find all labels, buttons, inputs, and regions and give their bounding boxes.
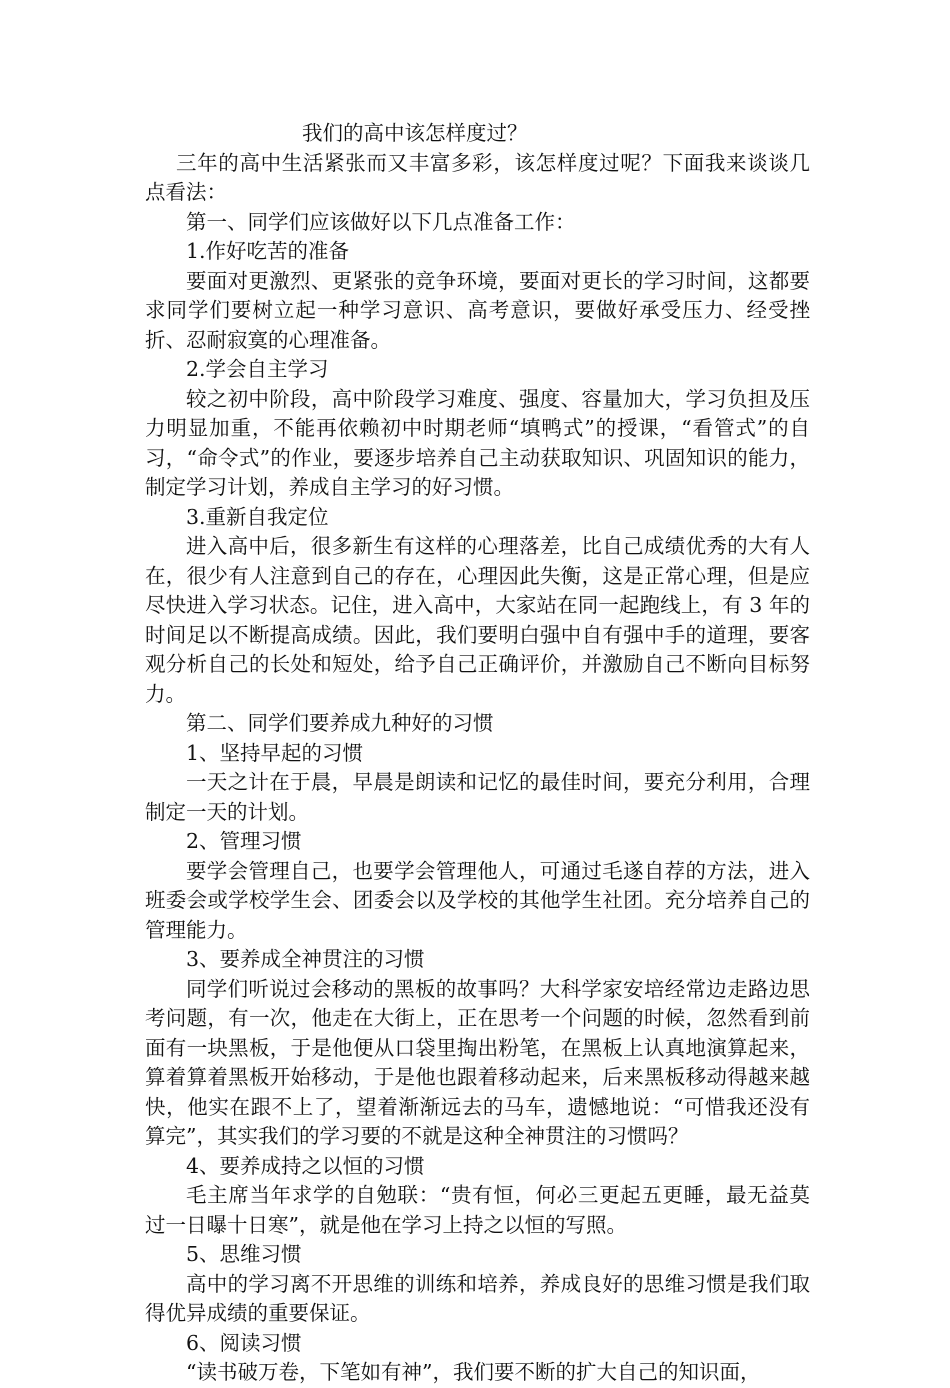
intro-paragraph: 三年的高中生活紧张而又丰富多彩，该怎样度过呢？下面我来谈谈几点看法： (145, 150, 810, 204)
paragraph-management: 要学会管理自己，也要学会管理他人，可通过毛遂自荐的方法，进入班委会或学校学生会、团委会以及学校的其他学生社团。充分培养自己的管理能力。 (145, 858, 810, 942)
subheading-thinking: 5、思维习惯 (186, 1242, 302, 1266)
page-title: 我们的高中该怎样度过？ (302, 121, 528, 145)
document-body (145, 119, 810, 1388)
subheading-perseverance: 4、要养成持之以恒的习惯 (186, 1153, 425, 1178)
subheading-management: 2、管理习惯 (186, 829, 302, 853)
section-heading-preparation: 第一、同学们应该做好以下几点准备工作： (186, 209, 576, 234)
paragraph-thinking: 高中的学习离不开思维的训练和培养，养成良好的思维习惯是我们取得优异成绩的重要保证。 (145, 1271, 810, 1325)
subheading-concentration: 3、要养成全神贯注的习惯 (186, 947, 425, 971)
subheading-repositioning: 3.重新自我定位 (186, 504, 329, 529)
paragraph-reading: “读书破万卷，下笔如有神”，我们要不断的扩大自己的知识面， (186, 1360, 761, 1384)
paragraph-concentration: 同学们听说过会移动的黑板的故事吗？大科学家安培经常边走路边思考问题，有一次，他走在大街上，正在思考一个问题的时候，忽然看到前面有一块黑板，于是他便从口袋里掏出粉笔，在黑板上认真地演算起来，算着算着黑板开始移动，于是他也跟着移动起来，后来黑板移动得越来越快，他实在跟不上了，望着渐渐远去的马车，遗憾地说：“可惜我还没有算完”，其实我们的学习要的不就是这种全神贯注的习惯吗？ (145, 976, 810, 1148)
subheading-hardship: 1.作好吃苦的准备 (186, 239, 350, 263)
section-heading-habits: 第二、同学们要养成九种好的习惯 (186, 711, 494, 735)
paragraph-self-study: 较之初中阶段，高中阶段学习难度、强度、容量加大，学习负担及压力明显加重，不能再依赖初中时期老师“填鸭式”的授课，“看管式”的自习，“命令式”的作业，要逐步培养自己主动获取知识、巩固知识的能力，制定学习计划，养成自主学习的好习惯。 (145, 386, 810, 499)
subheading-reading: 6、阅读习惯 (186, 1330, 302, 1355)
subheading-self-study: 2.学会自主学习 (186, 357, 329, 381)
paragraph-repositioning: 进入高中后，很多新生有这样的心理落差，比自己成绩优秀的大有人在，很少有人注意到自己的存在，心理因此失衡，这是正常心理，但是应尽快进入学习状态。记住，进入高中，大家站在同一起跑线上，有 3 年的时间足以不断提高成绩。因此，我们要明白强中自有强中手的道理，要客观分析自己的长处和短处，给予自己正确评价，并激励自己不断向目标努力。 (145, 534, 810, 706)
paragraph-early-rising: 一天之计在于晨，早晨是朗读和记忆的最佳时间，要充分利用，合理制定一天的计划。 (145, 770, 810, 824)
paragraph-perseverance: 毛主席当年求学的自勉联：“贵有恒，何必三更起五更睡，最无益莫过一日曝十日寒”，就是他在学习上持之以恒的写照。 (145, 1183, 810, 1237)
subheading-early-rising: 1、坚持早起的习惯 (186, 740, 364, 765)
paragraph-hardship: 要面对更激烈、更紧张的竞争环境，要面对更长的学习时间，这都要求同学们要树立起一种学习意识、高考意识，要做好承受压力、经受挫折、忍耐寂寞的心理准备。 (145, 268, 810, 352)
